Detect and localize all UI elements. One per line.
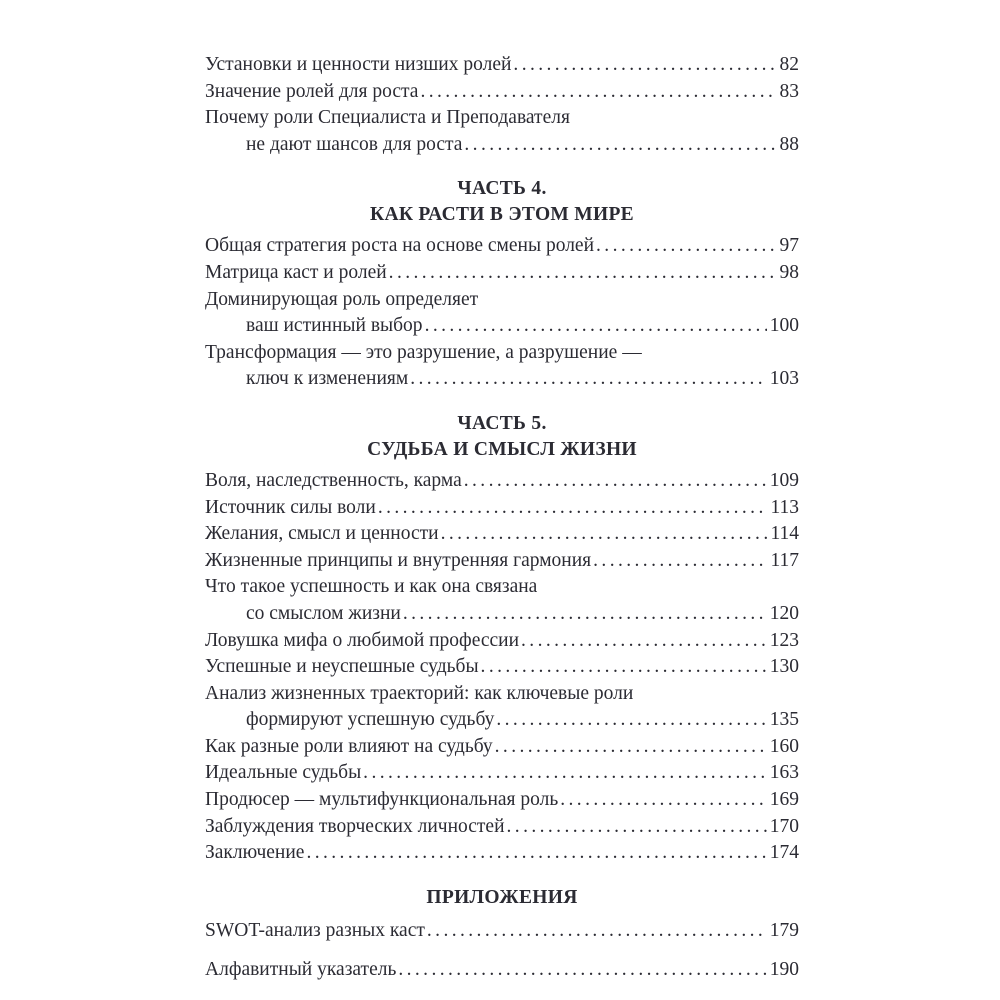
toc-entry <box>205 287 799 340</box>
toc-entry-title: со смыслом жизни <box>246 602 401 624</box>
toc-entry-line <box>205 132 799 159</box>
toc-page-number: 114 <box>770 523 799 545</box>
toc-entry-line <box>205 601 799 628</box>
toc-page-number: 170 <box>769 815 799 837</box>
toc-entry <box>205 814 799 841</box>
toc-entry-title: Общая стратегия роста на основе смены ролей <box>205 235 595 257</box>
toc-entry <box>205 52 799 79</box>
toc-entry-line <box>205 707 799 734</box>
toc-entry <box>205 654 799 681</box>
section-heading <box>205 885 799 911</box>
toc-entry <box>205 840 799 867</box>
toc-entry-line <box>205 287 799 314</box>
toc-entry-title: Матрица каст и ролей <box>205 261 387 283</box>
toc-entry <box>205 233 799 260</box>
toc-entry <box>205 681 799 734</box>
toc-page-number: 88 <box>779 133 799 155</box>
toc-entry-line <box>205 468 799 495</box>
toc-entry-title: Успешные и неуспешные судьбы <box>205 656 479 678</box>
toc-entry-title: не дают шансов для роста <box>246 133 463 155</box>
toc-entry-title: Как разные роли влияют на судьбу <box>205 735 493 757</box>
toc-page-number: 100 <box>769 315 799 337</box>
dot-leader <box>464 468 767 495</box>
toc-entry-line <box>205 918 799 945</box>
dot-leader <box>427 918 767 945</box>
dot-leader <box>306 840 766 867</box>
section-heading-line: ПРИЛОЖЕНИЯ <box>426 886 578 908</box>
toc-entry-title: Доминирующая роль определяет <box>205 288 479 310</box>
toc-entry <box>205 79 799 106</box>
toc-entry-line <box>205 628 799 655</box>
toc-page-number: 179 <box>769 919 799 941</box>
toc-entry <box>205 957 799 984</box>
toc-page-number: 169 <box>769 789 799 811</box>
dot-leader <box>521 628 767 655</box>
toc-section <box>205 885 799 984</box>
toc <box>205 52 799 984</box>
toc-page-number: 130 <box>769 656 799 678</box>
toc-entry-title: Жизненные принципы и внутренняя гармония <box>205 549 592 571</box>
dot-leader <box>481 654 767 681</box>
toc-entry-line <box>205 760 799 787</box>
toc-page-number: 120 <box>769 602 799 624</box>
section-heading-line: СУДЬБА И СМЫСЛ ЖИЗНИ <box>367 438 637 460</box>
section-heading-line: ЧАСТЬ 5. <box>457 412 547 434</box>
dot-leader <box>441 521 768 548</box>
dot-leader <box>410 366 767 393</box>
toc-entry-title: Почему роли Специалиста и Преподавателя <box>205 107 570 129</box>
toc-entry-title: Алфавитный указатель <box>205 959 397 981</box>
toc-page-number: 109 <box>769 469 799 491</box>
toc-entry <box>205 734 799 761</box>
toc-entry <box>205 260 799 287</box>
toc-entry-title: Заключение <box>205 842 305 864</box>
toc-page-number: 117 <box>770 549 799 571</box>
toc-entry-line <box>205 734 799 761</box>
toc-entry <box>205 628 799 655</box>
toc-entry-line <box>205 840 799 867</box>
toc-entry-title: Заблуждения творческих личностей <box>205 815 505 837</box>
toc-entry-title: ключ к изменениям <box>246 368 409 390</box>
toc-entry-title: Ловушка мифа о любимой профессии <box>205 629 520 651</box>
toc-page-number: 163 <box>769 762 799 784</box>
toc-entry-line <box>205 574 799 601</box>
dot-leader <box>389 260 777 287</box>
section-heading-line: ЧАСТЬ 4. <box>457 178 547 200</box>
dot-leader <box>560 787 767 814</box>
toc-entry-title: Установки и ценности низших ролей <box>205 54 512 75</box>
toc-entry <box>205 340 799 393</box>
toc-entry <box>205 918 799 945</box>
toc-page-number: 83 <box>779 80 799 102</box>
dot-leader <box>496 707 766 734</box>
toc-entry-line <box>205 548 799 575</box>
dot-leader <box>495 734 767 761</box>
toc-entry-line <box>205 340 799 367</box>
toc-page-number: 135 <box>769 709 799 731</box>
toc-section <box>205 411 799 867</box>
toc-entry-title: Источник силы воли <box>205 496 376 518</box>
toc-entry-title: Идеальные судьбы <box>205 762 362 784</box>
toc-entry-line <box>205 366 799 393</box>
toc-entry-title: Продюсер — мультифункциональная роль <box>205 789 559 811</box>
dot-leader <box>507 814 767 841</box>
toc-entry-line <box>205 105 799 132</box>
toc-entry-line <box>205 787 799 814</box>
toc-entry-title: Значение ролей для роста <box>205 80 419 102</box>
toc-entry-line <box>205 260 799 287</box>
toc-entry-line <box>205 313 799 340</box>
toc-entry <box>205 495 799 522</box>
toc-entry-title: Воля, наследственность, карма <box>205 469 462 491</box>
toc-entry <box>205 787 799 814</box>
toc-entry-title: ваш истинный выбор <box>246 315 423 337</box>
toc-entry-title: формируют успешную судьбу <box>246 709 495 731</box>
dot-leader <box>378 495 768 522</box>
dot-leader <box>425 313 767 340</box>
toc-section <box>205 176 799 393</box>
section-heading-line: КАК РАСТИ В ЭТОМ МИРЕ <box>370 204 634 226</box>
toc-page-number: 174 <box>769 842 799 864</box>
toc-page-number: 97 <box>779 235 799 257</box>
toc-page-number: 113 <box>770 496 799 518</box>
toc-entry-line <box>205 957 799 984</box>
toc-entry-line <box>205 495 799 522</box>
toc-entry-title: Что такое успешность и как она связана <box>205 576 538 598</box>
toc-entry-line <box>205 52 799 79</box>
dot-leader <box>593 548 767 575</box>
toc-entry-line <box>205 233 799 260</box>
dot-leader <box>363 760 767 787</box>
book-toc-page <box>205 52 799 984</box>
section-heading <box>205 176 799 228</box>
dot-leader <box>513 52 776 79</box>
toc-entry <box>205 574 799 627</box>
toc-entry-line <box>205 681 799 708</box>
toc-entry-line <box>205 814 799 841</box>
dot-leader <box>464 132 776 159</box>
toc-entry-line <box>205 654 799 681</box>
toc-entry-line <box>205 521 799 548</box>
toc-entry-title: SWOT-анализ разных каст <box>205 919 425 941</box>
toc-entry <box>205 521 799 548</box>
toc-page-number: 123 <box>769 629 799 651</box>
toc-entry <box>205 548 799 575</box>
dot-leader <box>420 79 776 106</box>
toc-page-number: 160 <box>769 735 799 757</box>
dot-leader <box>596 233 776 260</box>
toc-entry-title: Желания, смысл и ценности <box>205 523 439 545</box>
toc-entry-line <box>205 79 799 106</box>
toc-page-number: 98 <box>779 261 799 283</box>
toc-page-number: 190 <box>769 959 799 981</box>
toc-entry-title: Трансформация — это разрушение, а разрушение — <box>205 341 642 363</box>
section-heading <box>205 411 799 463</box>
toc-entry <box>205 468 799 495</box>
toc-entry <box>205 760 799 787</box>
toc-section <box>205 52 799 158</box>
dot-leader <box>403 601 767 628</box>
toc-entry <box>205 105 799 158</box>
toc-entry-title: Анализ жизненных траекторий: как ключевые роли <box>205 682 634 704</box>
dot-leader <box>398 957 766 984</box>
toc-page-number: 82 <box>779 54 799 75</box>
toc-page-number: 103 <box>769 368 799 390</box>
